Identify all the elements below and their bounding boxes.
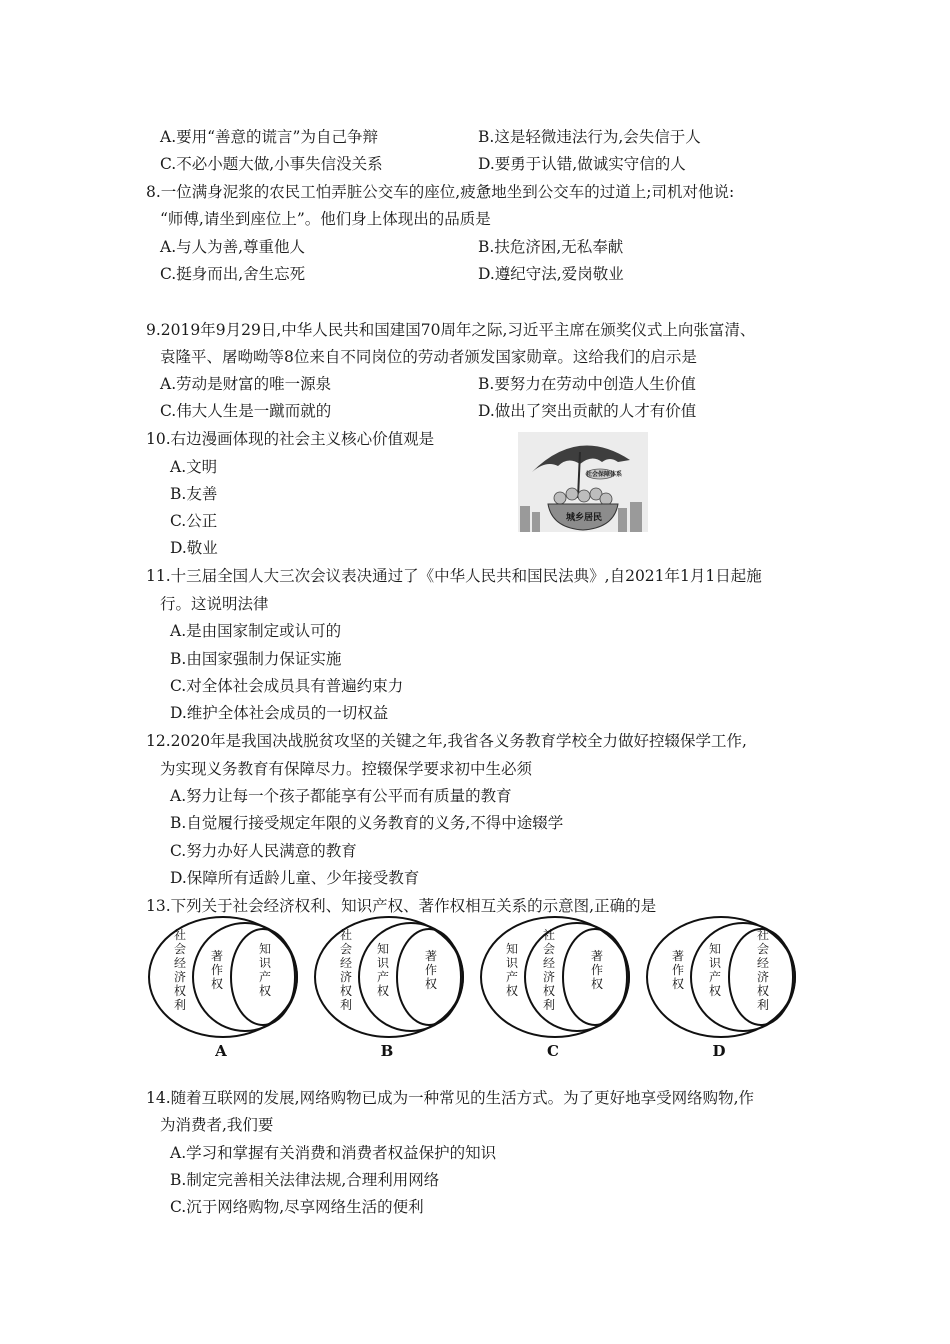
q7-option-a: A.要用“善意的谎言”为自己争辩: [160, 128, 378, 146]
q8-stem-line2: “师傅,请坐到座位上”。他们身上体现出的品质是: [160, 210, 491, 228]
q9-stem-line1: 9.2019年9月29日,中华人民共和国建国70周年之际,习近平主席在颁奖仪式上向张富清、: [146, 321, 756, 339]
q13-stem: 13.下列关于社会经济权利、知识产权、著作权相互关系的示意图,正确的是: [146, 897, 657, 915]
q13-diagram-c-letter: C: [547, 1042, 559, 1060]
q12-option-b: B.自觉履行接受规定年限的义务教育的义务,不得中途辍学: [170, 814, 564, 832]
q8-option-b: B.扶危济困,无私奉献: [478, 238, 624, 256]
q13-diagram-b: [315, 917, 463, 1060]
q14-stem-line1: 14.随着互联网的发展,网络购物已成为一种常见的生活方式。为了更好地享受网络购物,作: [146, 1089, 755, 1107]
q13-diagram-c-middle-label: 社会经济权利: [542, 928, 556, 1012]
q11-stem-line2: 行。这说明法律: [160, 595, 269, 613]
q11-stem-line1: 11.十三届全国人大三次会议表决通过了《中华人民共和国民法典》,自2021年1月1日起施: [146, 567, 762, 585]
q9-stem-line2: 袁隆平、屠呦呦等8位来自不同岗位的劳动者颁发国家勋章。这给我们的启示是: [160, 348, 697, 366]
q12-option-d: D.保障所有适龄儿童、少年接受教育: [170, 869, 420, 887]
q13-diagram-b-inner-label: 著作权: [424, 949, 438, 991]
q8-option-d: D.遵纪守法,爱岗敬业: [478, 265, 624, 283]
q13-diagram-b-middle-label: 知识产权: [376, 942, 390, 998]
q14-option-a: A.学习和掌握有关消费和消费者权益保护的知识: [170, 1144, 497, 1162]
q14-stem-line2: 为消费者,我们要: [160, 1116, 274, 1134]
q13-venn-diagrams: [145, 912, 815, 1067]
q13-diagram-a: [149, 917, 297, 1060]
q11-option-d: D.维护全体社会成员的一切权益: [170, 704, 389, 722]
q13-diagram-c-outer-label: 知识产权: [505, 942, 519, 998]
q8-stem-line1: 8.一位满身泥浆的农民工怕弄脏公交车的座位,疲惫地坐到公交车的过道上;司机对他说:: [146, 183, 735, 201]
q13-diagram-d-outer-label: 著作权: [671, 949, 685, 991]
q9-option-a: A.劳动是财富的唯一源泉: [160, 375, 332, 393]
q10-option-a: A.文明: [170, 458, 218, 476]
bowl-label: 城乡居民: [566, 513, 603, 523]
q13-diagram-b-outer-label: 社会经济权利: [339, 928, 353, 1012]
q13-diagram-d: [647, 917, 795, 1060]
q9-option-c: C.伟大人生是一蹴而就的: [160, 402, 332, 420]
q9-option-d: D.做出了突出贡献的人才有价值: [478, 402, 697, 420]
q13-diagram-b-letter: B: [380, 1042, 394, 1060]
q11-option-c: C.对全体社会成员具有普遍约束力: [170, 677, 404, 695]
q13-diagram-a-letter: A: [215, 1042, 227, 1060]
q9-option-b: B.要努力在劳动中创造人生价值: [478, 375, 696, 393]
q11-option-b: B.由国家强制力保证实施: [170, 650, 342, 668]
q13-diagram-d-middle-label: 知识产权: [708, 942, 722, 998]
q10-option-d: D.敬业: [170, 539, 218, 557]
q14-option-c: C.沉于网络购物,尽享网络生活的便利: [170, 1198, 424, 1216]
q13-diagram-c: [481, 917, 629, 1060]
q8-option-c: C.挺身而出,舍生忘死: [160, 265, 306, 283]
q13-diagram-a-outer-label: 社会经济权利: [173, 928, 187, 1012]
q7-option-b: B.这是轻微违法行为,会失信于人: [478, 128, 701, 146]
q10-option-c: C.公正: [170, 512, 218, 530]
q14-option-b: B.制定完善相关法律法规,合理利用网络: [170, 1171, 440, 1189]
q13-diagram-d-letter: D: [712, 1042, 726, 1060]
q12-stem-line1: 12.2020年是我国决战脱贫攻坚的关键之年,我省各义务教育学校全力做好控辍保学工作,: [146, 732, 747, 750]
q13-diagram-c-inner-label: 著作权: [590, 949, 604, 991]
q13-diagram-d-inner-label: 社会经济权利: [756, 928, 770, 1012]
q13-diagram-a-inner-label: 知识产权: [258, 942, 272, 998]
q12-option-a: A.努力让每一个孩子都能享有公平而有质量的教育: [170, 787, 512, 805]
q12-option-c: C.努力办好人民满意的教育: [170, 842, 357, 860]
q12-stem-line2: 为实现义务教育有保障尽力。控辍保学要求初中生必须: [160, 760, 533, 778]
q7-option-c: C.不必小题大做,小事失信没关系: [160, 155, 383, 173]
q10-cartoon-image: [518, 432, 648, 532]
q11-option-a: A.是由国家制定或认可的: [170, 622, 342, 640]
umbrella-label: 社会保障体系: [586, 471, 623, 478]
q10-option-b: B.友善: [170, 485, 218, 503]
q7-option-d: D.要勇于认错,做诚实守信的人: [478, 155, 686, 173]
q13-diagram-a-middle-label: 著作权: [210, 949, 224, 991]
q10-stem: 10.右边漫画体现的社会主义核心价值观是: [146, 430, 435, 448]
q8-option-a: A.与人为善,尊重他人: [160, 238, 306, 256]
